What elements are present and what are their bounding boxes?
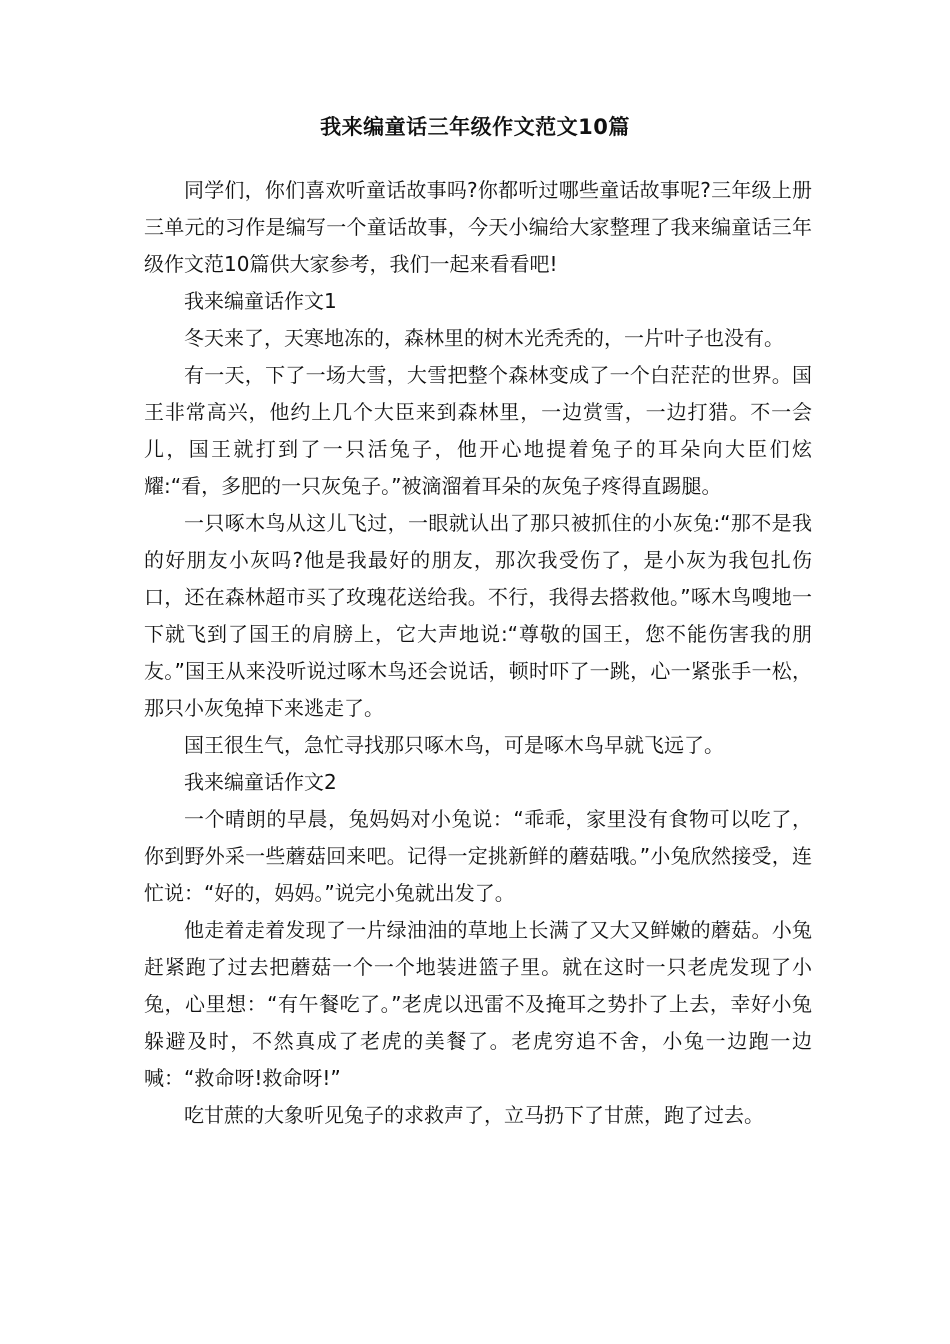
section-heading: 我来编童话作文1 — [184, 289, 337, 313]
body-paragraph: 他走着走着发现了一片绿油油的草地上长满了又大又鲜嫩的蘑菇。小兔赶紧跑了过去把蘑菇一个一个地装进篮子里。就在这时一只老虎发现了小兔，心里想：“有午餐吃了。”老虎以迅雷不及掩耳之势扑了上去，幸好小兔躲避及时，不然真成了老虎的美餐了。老虎穷追不舍，小兔一边跑一边喊：“救命呀!救命呀!” — [144, 918, 812, 1090]
body-paragraph: 冬天来了，天寒地冻的，森林里的树木光秃秃的，一片叶子也没有。 — [184, 326, 784, 350]
intro-paragraph: 同学们，你们喜欢听童话故事吗?你都听过哪些童话故事呢?三年级上册三单元的习作是编写一个童话故事，今天小编给大家整理了我来编童话三年级作文范10篇供大家参考，我们一起来看看吧! — [144, 178, 812, 276]
section-heading: 我来编童话作文2 — [184, 770, 337, 794]
body-paragraph: 一只啄木鸟从这儿飞过，一眼就认出了那只被抓住的小灰兔:“那不是我的好朋友小灰吗?他是我最好的朋友，那次我受伤了，是小灰为我包扎伤口，还在森林超市买了玫瑰花送给我。不行，我得去搭救他。”啄木鸟嗖地一下就飞到了国王的肩膀上，它大声地说:“尊敬的国王，您不能伤害我的朋友。”国王从来没听说过啄木鸟还会说话，顿时吓了一跳，心一紧张手一松，那只小灰兔掉下来逃走了。 — [144, 511, 812, 720]
body-paragraph: 一个晴朗的早晨，兔妈妈对小兔说：“乖乖，家里没有食物可以吃了，你到野外采一些蘑菇回来吧。记得一定挑新鲜的蘑菇哦。”小兔欣然接受，连忙说：“好的，妈妈。”说完小兔就出发了。 — [144, 807, 812, 905]
document-body — [144, 172, 812, 1134]
document-title: 我来编童话三年级作文范文10篇 — [320, 115, 630, 139]
body-paragraph: 国王很生气，急忙寻找那只啄木鸟，可是啄木鸟早就飞远了。 — [184, 733, 724, 757]
body-paragraph: 有一天，下了一场大雪，大雪把整个森林变成了一个白茫茫的世界。国王非常高兴，他约上几个大臣来到森林里，一边赏雪，一边打猎。不一会儿，国王就打到了一只活兔子，他开心地提着兔子的耳朵向大臣们炫耀:“看，多肥的一只灰兔子。”被滴溜着耳朵的灰兔子疼得直踢腿。 — [144, 363, 812, 498]
body-paragraph: 吃甘蔗的大象听见兔子的求救声了，立马扔下了甘蔗，跑了过去。 — [184, 1103, 764, 1127]
